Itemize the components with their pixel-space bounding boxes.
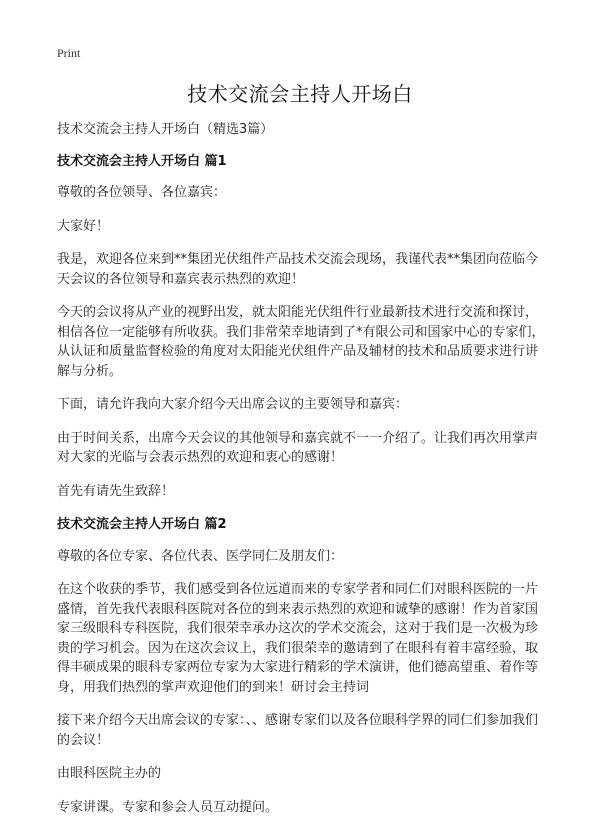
- paragraph: 专家讲课。专家和参会人员互动提问。: [57, 799, 279, 815]
- paragraph: 我是，欢迎各位来到**集团光伏组件产品技术交流会现场，我谨代表**集团向莅临今天会议的各位领导和嘉宾表示热烈的欢迎！: [57, 252, 539, 287]
- paragraph: 接下来介绍今天出席会议的专家：、、感谢专家们以及各位眼科学界的同仁们参加我们的会议！: [57, 713, 539, 748]
- section-heading-2: 技术交流会主持人开场白 篇2: [57, 517, 227, 532]
- paragraph: 在这个收获的季节，我们感受到各位远道而来的专家学者和同仁们对眼科医院的一片盛情，首先我代表眼科医院对各位的到来表示热烈的欢迎和诚挚的感谢！作为首家国家三级眼科专科医院，我们很荣幸承办这次的学术交流会，这对于我们是一次极为珍贵的学习机会。因为在这次会议上，我们很荣幸的邀请到了在眼科有着丰富经验，取得丰硕成果的眼科专家两位专家为大家进行精彩的学术演讲，他们德高望重、着作等身，用我们热烈的掌声欢迎他们的到来！研讨会主持词: [57, 582, 539, 695]
- paragraph: 尊敬的各位领导、各位嘉宾：: [57, 185, 227, 200]
- paragraph: 由于时间关系，出席今天会议的其他领导和嘉宾就不一一介绍了。让我们再次用掌声对大家的光临与会表示热烈的欢迎和衷心的感谢！: [57, 430, 539, 465]
- paragraph: 下面，请允许我向大家介绍今天出席会议的主要领导和嘉宾：: [57, 397, 409, 412]
- document-body: [57, 120, 547, 831]
- paragraph: 首先有请先生致辞！: [57, 483, 175, 499]
- paragraph: 尊敬的各位专家、各位代表、医学同仁及朋友们：: [57, 548, 344, 564]
- paragraph: 大家好！: [57, 218, 110, 234]
- section-heading-1: 技术交流会主持人开场白 篇1: [57, 153, 227, 169]
- print-link[interactable]: Print: [57, 46, 81, 60]
- document-title: 技术交流会主持人开场白: [187, 82, 413, 106]
- paragraph: 今天的会议将从产业的视野出发，就太阳能光伏组件行业最新技术进行交流和探讨，相信各位一定能够有所收获。我们非常荣幸地请到了*有限公司和国家中心的专家们，从认证和质量监督检验的角度对太阳能光伏组件产品及辅材的技术和品质要求进行讲解与分析。: [57, 305, 545, 379]
- paragraph: 由眼科医院主办的: [57, 766, 162, 781]
- document-subtitle: 技术交流会主持人开场白（精选3篇）: [57, 122, 274, 137]
